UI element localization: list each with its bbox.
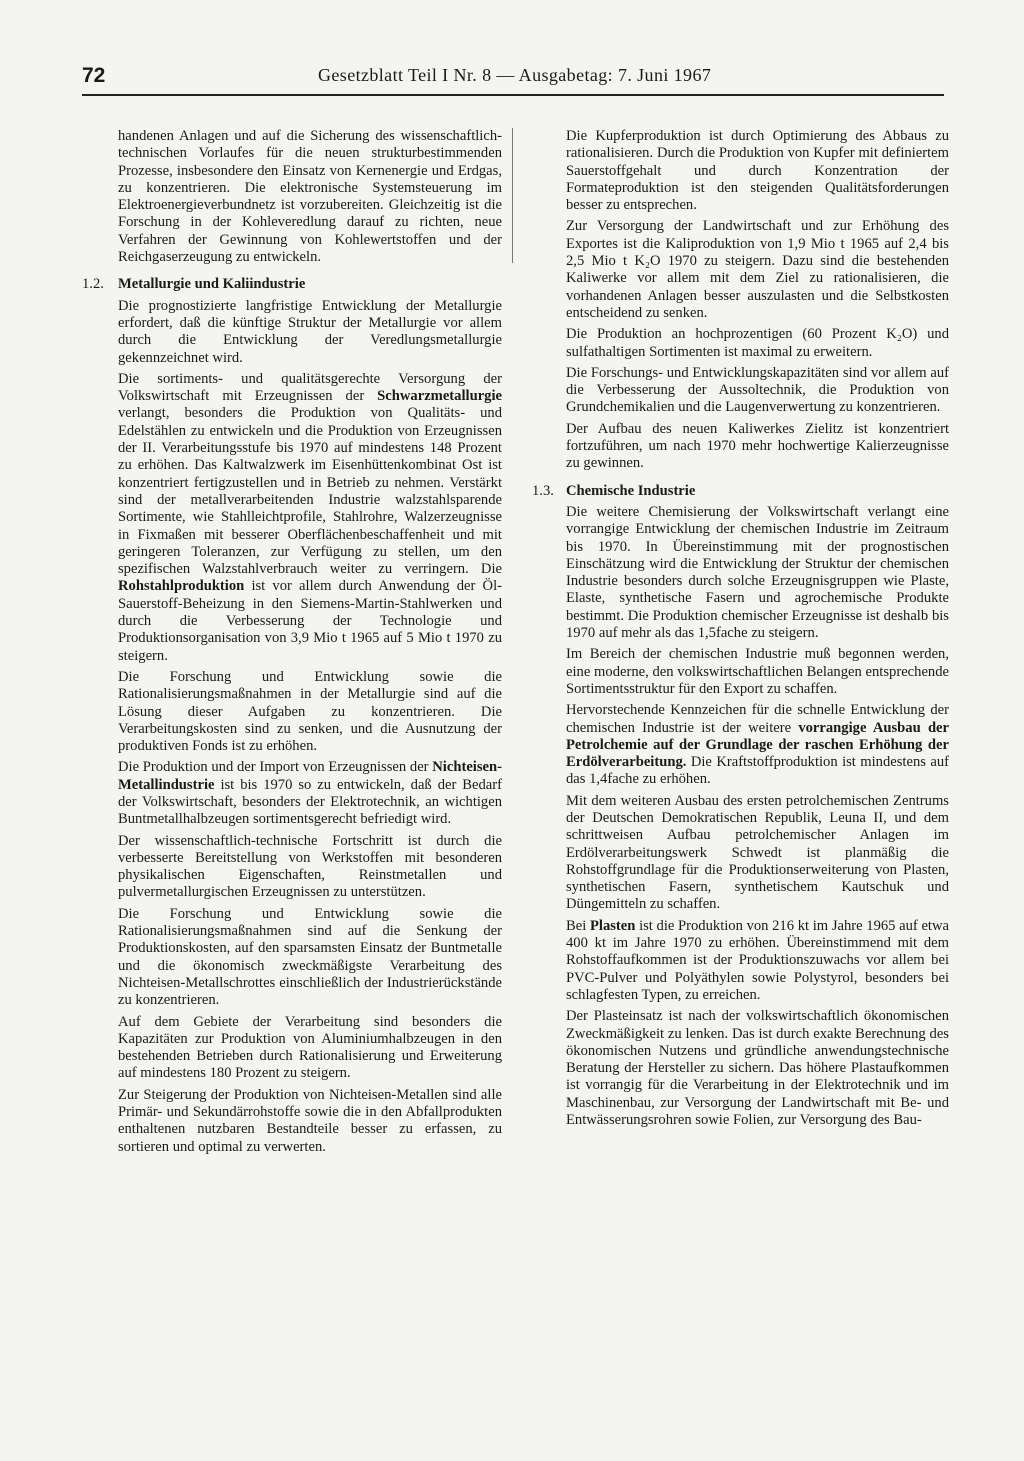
paragraph: Der wissenschaftlich-technische Fortschritt ist durch die verbesserte Bereitstellung von Werkstoffen mit besonderen physikalischen Eigenschaften, Reinstmetallen und pulvermetallurgischen Erzeugnissen zu unterstützen. — [118, 832, 502, 901]
left-column — [82, 128, 502, 1160]
running-title: Gesetzblatt Teil I Nr. 8 — Ausgabetag: 7. Juni 1967 — [318, 65, 712, 85]
paragraph: Der Plasteinsatz ist nach der volkswirtschaftlich ökonomischen Zweckmäßigkeit zu lenken. Das ist durch exakte Berechnung des ökonomischen Nutzens und gründliche anwendungstechnische Beratung der Hersteller zu sichern. Das höhere Plastaufkommen ist vorrangig für die Verarbeitung in der Elektrotechnik und im Maschinenbau, zur Versorgung der Landwirtschaft mit Be- und Entwässerungsrohren sowie Folien, zur Versorgung des Bau- — [566, 1008, 949, 1129]
emphasis: Rohstahlproduktion — [118, 578, 245, 595]
page-header — [82, 62, 944, 96]
paragraph: Zur Versorgung der Landwirtschaft und zur Erhöhung des Exportes ist die Kaliproduktion von 1,9 Mio t 1965 auf 2,4 bis 2,5 Mio t K₂O 1970 zu steigern. Dazu sind die bestehenden Kaliwerke vor allem mit dem Ziel zu rationalisieren, die vorhandenen Anlagen besser auszulasten und die Selbstkosten entscheidend zu senken. — [566, 218, 949, 321]
paragraph: handenen Anlagen und auf die Sicherung des wissenschaftlich-technischen Vorlaufes für die neuen strukturbestimmenden Prozesse, insbesondere den Einsatz von Kernenergie und Erdgas, zu konzentrieren. Die elektronische Systemsteuerung im Elektroenergieverbundnetz ist vorzubereiten. Gleichzeitig ist die Forschung in der Kohleveredlung darauf zu richten, neue Verfahren der Gewinnung von Kohlewertstoffen und der Reichgaserzeugung zu entwickeln. — [118, 128, 502, 266]
paragraph: Auf dem Gebiete der Verarbeitung sind besonders die Kapazitäten zur Produktion von Aluminiumhalbzeugen in den bestehenden Betrieben durch Rationalisierung und Erweiterung auf mindestens 180 Prozent zu steigern. — [118, 1013, 502, 1082]
page-number: 72 — [82, 64, 106, 87]
paragraph: Mit dem weiteren Ausbau des ersten petrolchemischen Zentrums der Deutschen Demokratischen Republik, Leuna II, und dem schrittweisen Aufbau petrolchemischer Anlagen im Erdölverarbeitungswerk Schwedt ist planmäßig die Rohstoffgrundlage für die Produktionserweiterung von Plasten, synthetischen Fasern, synthetischem Kautschuk und Düngemitteln zu schaffen. — [566, 792, 949, 913]
section-heading-1-3 — [532, 483, 949, 500]
column-divider — [512, 128, 513, 263]
paragraph: Die Kupferproduktion ist durch Optimierung des Abbaus zu rationalisieren. Durch die Produktion von Kupfer mit definiertem Sauerstoffgehalt und durch Konzentration der Formateproduktion ist den steigenden Qualitätsforderungen besser zu entsprechen. — [566, 128, 949, 214]
emphasis: vorrangige Ausbau der Petrolchemie auf der Grundlage der raschen Erhöhung der Erdölverarbeitung. — [566, 719, 950, 771]
paragraph: Die sortiments- und qualitätsgerechte Versorgung der Volkswirtschaft mit Erzeugnissen der Schwarzmetallurgie verlangt, besonders die Produktion von Qualitäts- und Edelstählen zu entwickeln und die Produktion von Erzeugnissen der II. Verarbeitungsstufe bis 1970 auf mindestens 148 Prozent zu erhöhen. Das Kaltwalzwerk im Eisenhüttenkombinat Ost ist konzentriert fertigzustellen und in Betrieb zu nehmen. Verstärkt sind der metallverarbeitenden Industrie walzstahlsparende Sortimente, wie Stahlleichtprofile, Stahlrohre, Walzerzeugnisse in Fixmaßen mit besserer Oberflächenbeschaffenheit und mit geringeren Toleranzen, zur Verfügung zu stellen, um den spezifischen Walzstahlverbrauch weiter zu verringern. Die Rohstahlproduktion ist vor allem durch Anwendung der Öl-Sauerstoff-Beheizung in den Siemens-Martin-Stahlwerken und durch die Verbesserung der Technologie und Produktionsorganisation von 3,9 Mio t 1965 auf 5 Mio t 1970 zu steigern. — [118, 370, 502, 664]
paragraph: Die Forschungs- und Entwicklungskapazitäten sind vor allem auf die Verbesserung der Aussoltechnik, die Produktion von Grundchemikalien und die Laugenverwertung zu konzentrieren. — [566, 364, 949, 416]
paragraph: Bei Plasten ist die Produktion von 216 kt im Jahre 1965 auf etwa 400 kt im Jahre 1970 zu erhöhen. Übereinstimmend mit dem Rohstoffaufkommen ist der Produktionszuwachs vor allem bei PVC-Pulver und Polyäthylen sowie Polystyrol, besonders bei schlagfesten Typen, zu erreichen. — [566, 917, 950, 1003]
paragraph: Die weitere Chemisierung der Volkswirtschaft verlangt eine vorrangige Entwicklung der chemischen Industrie im Zeitraum bis 1970. In Übereinstimmung mit der prognostischen Einschätzung wird die Entwicklung der Struktur der chemischen Industrie besonders durch solche Erzeugnisgruppen wie Plaste, Elaste, synthetische Fasern und agrochemische Produkte bestimmt. Die Produktion chemischer Erzeugnisse ist deshalb bis 1970 auf mehr als das 1,5fache zu steigern. — [566, 503, 949, 642]
paragraph: Der Aufbau des neuen Kaliwerkes Zielitz ist konzentriert fortzuführen, um nach 1970 mehr hochwertige Kalierzeugnisse zu gewinnen. — [566, 420, 949, 472]
section-heading-1-2 — [82, 276, 502, 293]
paragraph: Die Forschung und Entwicklung sowie die Rationalisierungsmaßnahmen in der Metallurgie sind auf die Lösung dieser Aufgaben zu konzentrieren. Die Verarbeitungskosten sind zu senken, und die Ausnutzung der produktiven Fonds ist zu erhöhen. — [118, 668, 502, 755]
paragraph: Die prognostizierte langfristige Entwicklung der Metallurgie erfordert, daß die künftige Struktur der Metallurgie vor allem durch die Entwicklung der Veredlungsmetallurgie gekennzeichnet wird. — [118, 297, 502, 366]
paragraph: Die Produktion und der Import von Erzeugnissen der Nichteisen-Metallindustrie ist bis 1970 so zu entwickeln, daß der Bedarf der Volkswirtschaft, besonders der Elektrotechnik, an wichtigen Buntmetallhalbzeugen sortimentsgerecht befriedigt wird. — [118, 759, 502, 828]
paragraph: Die Produktion an hochprozentigen (60 Prozent K₂O) und sulfathaltigen Sortimenten ist maximal zu erweitern. — [566, 326, 949, 360]
emphasis: Nichteisen-Metallindustrie — [118, 759, 502, 793]
paragraph: Die Forschung und Entwicklung sowie die Rationalisierungsmaßnahmen sind auf die Senkung der Produktionskosten, auf den sparsamsten Einsatz der Buntmetalle und die ökonomisch zweckmäßigste Verarbeitung des Nichteisen-Metallschrottes einschließlich der Industrierückstände zu konzentrieren. — [118, 905, 502, 1009]
paragraph: Im Bereich der chemischen Industrie muß begonnen werden, eine moderne, den volkswirtschaftlichen Belangen entsprechende Sortimentsstruktur für den Export zu schaffen. — [566, 646, 949, 697]
emphasis: Schwarzmetallurgie — [377, 388, 502, 405]
section-number: 1.2. — [82, 276, 104, 293]
emphasis: Plasten — [589, 917, 636, 934]
right-column — [532, 128, 949, 1133]
section-title: Chemische Industrie — [566, 482, 696, 499]
paragraph: Zur Steigerung der Produktion von Nichteisen-Metallen sind alle Primär- und Sekundärrohstoffe sowie die in den Abfallprodukten enthaltenen nutzbaren Bestandteile besser zu erfassen, zu sortieren und optimal zu verwerten. — [118, 1086, 502, 1155]
section-number: 1.3. — [532, 482, 554, 499]
paragraph: Hervorstechende Kennzeichen für die schnelle Entwicklung der chemischen Industrie ist der weitere vorrangige Ausbau der Petrolchemie auf der Grundlage der raschen Erhöhung der Erdölverarbeitung. Die Kraftstoffproduktion ist mindestens auf das 1,4fache zu erhöhen. — [566, 702, 950, 788]
section-title: Metallurgie und Kaliindustrie — [118, 276, 306, 293]
